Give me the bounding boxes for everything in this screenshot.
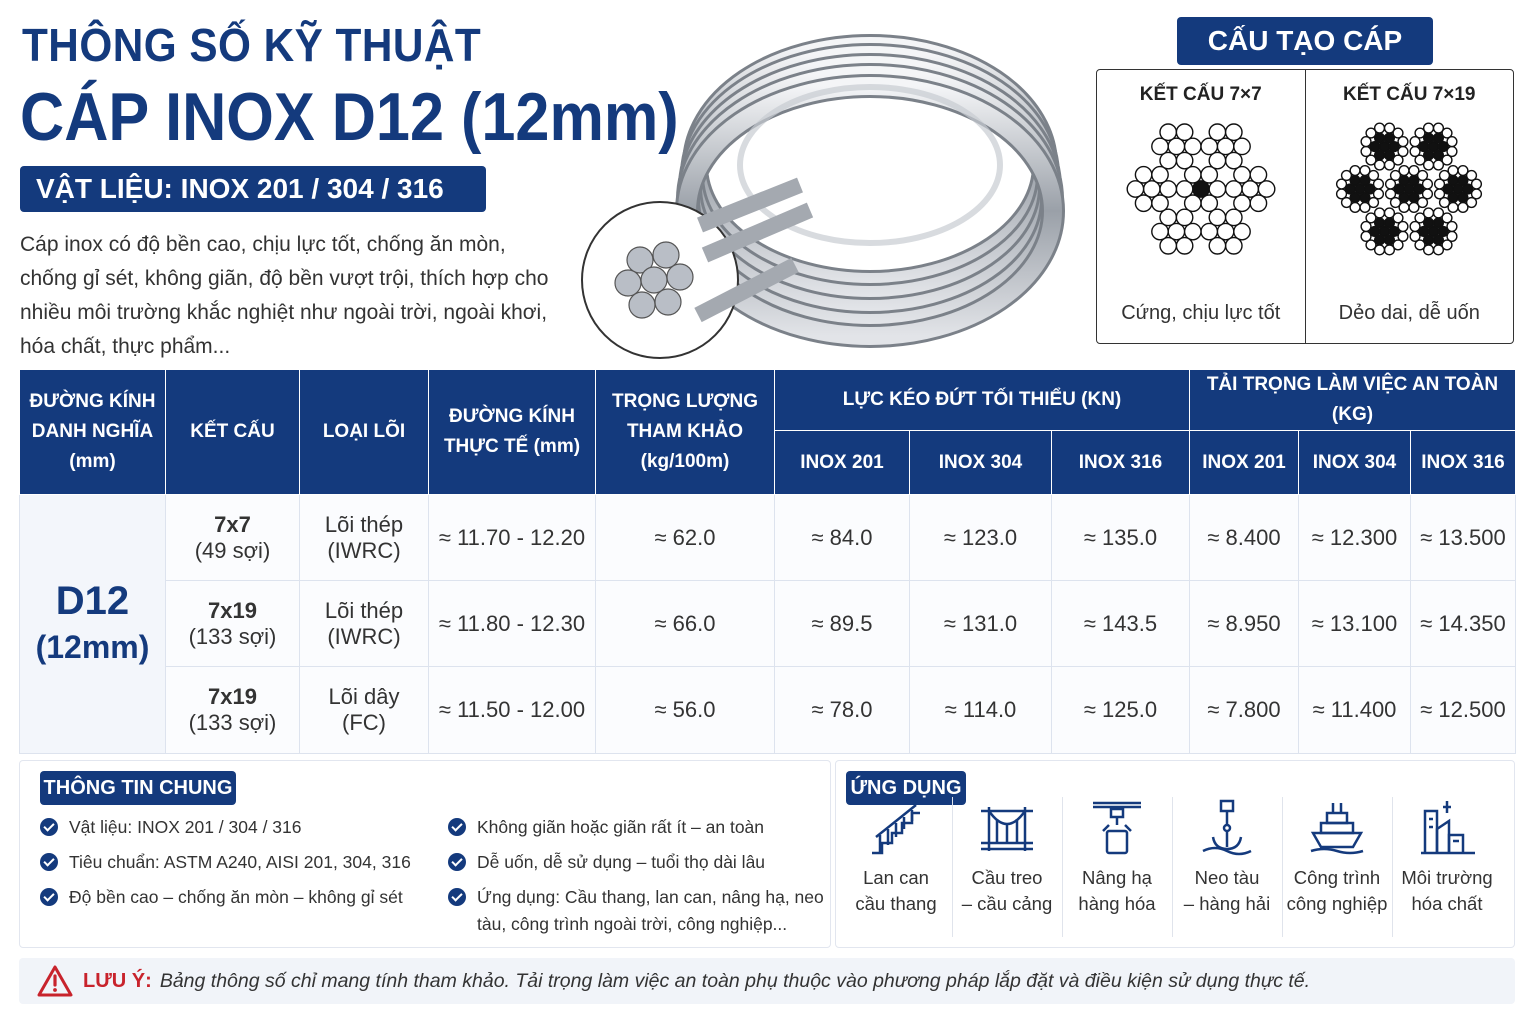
info-item — [448, 849, 828, 876]
info-text: Ứng dụng: Cầu thang, lan can, nâng hạ, neo tàu, công trình ngoài trời, công nghiệp... — [477, 887, 824, 934]
safe-316-cell: ≈ 14.350 — [1411, 581, 1516, 667]
wire-count: (49 sợi) — [194, 537, 271, 563]
application-item — [1392, 797, 1501, 937]
safe-201-cell: ≈ 7.800 — [1190, 667, 1299, 754]
application-item — [1062, 797, 1171, 937]
breaking-304-cell: ≈ 123.0 — [910, 495, 1052, 581]
core-value: Lõi dây — [328, 684, 400, 709]
breaking-316-cell: ≈ 135.0 — [1052, 495, 1190, 581]
construction-value: 7x19 — [208, 597, 257, 623]
header-diameter: ĐƯỜNG KÍNH DANH NGHĨA (mm) — [20, 370, 166, 495]
header-grade-201: INOX 201 — [1190, 431, 1299, 495]
diameter-label: D12 — [55, 579, 130, 623]
structure-panel — [1096, 69, 1514, 344]
construction-cell — [166, 667, 300, 754]
check-circle-icon — [40, 853, 58, 871]
header-core: LOẠI LÕI — [300, 370, 429, 495]
construction-value: 7x7 — [214, 511, 251, 537]
info-text: Dễ uốn, dễ sử dụng – tuổi thọ dài lâu — [477, 852, 766, 872]
safe-316-cell: ≈ 12.500 — [1411, 667, 1516, 754]
cable-coil-image — [580, 15, 1080, 365]
construction-cell — [166, 495, 300, 581]
info-item — [448, 814, 828, 841]
factory-icon — [1417, 797, 1477, 857]
wire-7x19-cross-section-icon — [1334, 114, 1484, 264]
info-text: Độ bền cao – chống ăn mòn – không gỉ sét — [69, 887, 403, 907]
header-construction: KẾT CẤU — [166, 370, 300, 495]
core-cell — [300, 581, 429, 667]
structure-7x7 — [1097, 70, 1305, 343]
core-cell — [300, 495, 429, 581]
table-row — [20, 667, 1516, 754]
breaking-316-cell: ≈ 125.0 — [1052, 667, 1190, 754]
safe-304-cell: ≈ 13.100 — [1299, 581, 1411, 667]
product-description: Cáp inox có độ bền cao, chịu lực tốt, chống ăn mòn, chống gỉ sét, không giãn, độ bền vượt trội, thích hợp cho nhiều môi trường khắc nghiệt như ngoài trời, ngoài khơi, hóa chất, thực phẩm... — [20, 233, 549, 358]
applications-title: ỨNG DỤNG — [846, 771, 966, 805]
breaking-304-cell: ≈ 131.0 — [910, 581, 1052, 667]
stair-railing-icon — [866, 797, 926, 857]
application-label: Nâng hạ hàng hóa — [1078, 867, 1156, 914]
core-code: (IWRC) — [327, 623, 401, 649]
info-text: Tiêu chuẩn: ASTM A240, AISI 201, 304, 316 — [69, 852, 411, 872]
structure-7x19 — [1305, 70, 1514, 343]
header-breaking-force: LỰC KÉO ĐỨT TỐI THIỂU (KN) — [775, 370, 1190, 431]
diameter-cell — [20, 495, 166, 754]
actual-diameter-cell: ≈ 11.70 - 12.20 — [429, 495, 596, 581]
anchor-icon — [1197, 797, 1257, 857]
application-item — [1282, 797, 1391, 937]
structure-note: Cứng, chịu lực tốt — [1121, 302, 1281, 324]
spec-table — [19, 369, 1516, 754]
info-item — [40, 884, 440, 911]
crane-hook-icon — [1087, 797, 1147, 857]
general-info-title: THÔNG TIN CHUNG — [40, 771, 236, 805]
header-actual-diameter: ĐƯỜNG KÍNH THỰC TẾ (mm) — [429, 370, 596, 495]
table-row — [20, 495, 1516, 581]
ship-icon — [1307, 797, 1367, 857]
header-grade-316: INOX 316 — [1411, 431, 1516, 495]
core-code: (IWRC) — [327, 537, 401, 563]
structure-note: Dẻo dai, dễ uốn — [1338, 302, 1480, 324]
breaking-201-cell: ≈ 89.5 — [775, 581, 910, 667]
breaking-201-cell: ≈ 84.0 — [775, 495, 910, 581]
actual-diameter-cell: ≈ 11.50 - 12.00 — [429, 667, 596, 754]
header-weight: TRỌNG LƯỢNG THAM KHẢO (kg/100m) — [596, 370, 775, 495]
application-label: Neo tàu – hàng hải — [1183, 867, 1271, 914]
weight-cell: ≈ 56.0 — [596, 667, 775, 754]
weight-cell: ≈ 66.0 — [596, 581, 775, 667]
general-info-panel — [19, 760, 831, 948]
check-circle-icon — [448, 888, 466, 906]
breaking-316-cell: ≈ 143.5 — [1052, 581, 1190, 667]
core-value: Lõi thép — [324, 597, 404, 623]
header-safe-load: TẢI TRỌNG LÀM VIỆC AN TOÀN (KG) — [1190, 370, 1516, 431]
note-text: Bảng thông số chỉ mang tính tham khảo. Tải trọng làm việc an toàn phụ thuộc vào phương pháp lắp đặt và điều kiện sử dụng thực tế. — [159, 969, 1311, 992]
wire-count: (133 sợi) — [188, 623, 277, 649]
check-circle-icon — [40, 888, 58, 906]
info-item — [40, 849, 440, 876]
page-title-line2: CÁP INOX D12 (12mm) — [20, 79, 679, 155]
application-item — [1172, 797, 1281, 937]
core-cell — [300, 667, 429, 754]
check-circle-icon — [448, 818, 466, 836]
application-label: Công trình công nghiệp — [1286, 867, 1388, 914]
page-title-line1: THÔNG SỐ KỸ THUẬT — [22, 19, 482, 71]
diameter-sub: (12mm) — [35, 629, 150, 665]
check-circle-icon — [448, 853, 466, 871]
safe-304-cell: ≈ 11.400 — [1299, 667, 1411, 754]
header-grade-304: INOX 304 — [1299, 431, 1411, 495]
info-text: Không giãn hoặc giãn rất ít – an toàn — [477, 817, 765, 837]
structure-name: KẾT CẤU 7×7 — [1139, 84, 1262, 105]
header-grade-304: INOX 304 — [910, 431, 1052, 495]
application-item — [842, 797, 950, 937]
safe-201-cell: ≈ 8.950 — [1190, 581, 1299, 667]
application-item — [952, 797, 1061, 937]
suspension-bridge-icon — [977, 797, 1037, 857]
structure-title: CẤU TẠO CÁP — [1177, 17, 1433, 65]
weight-cell: ≈ 62.0 — [596, 495, 775, 581]
safe-304-cell: ≈ 12.300 — [1299, 495, 1411, 581]
header-grade-316: INOX 316 — [1052, 431, 1190, 495]
warning-icon — [37, 965, 73, 997]
core-code: (FC) — [342, 710, 386, 735]
check-circle-icon — [40, 818, 58, 836]
construction-cell — [166, 581, 300, 667]
structure-name: KẾT CẤU 7×19 — [1342, 84, 1476, 105]
wire-7x7-cross-section-icon — [1126, 114, 1276, 264]
note-label: LƯU Ý: — [83, 969, 152, 992]
material-banner: VẬT LIỆU: INOX 201 / 304 / 316 — [20, 166, 486, 212]
applications-panel — [835, 760, 1515, 948]
core-value: Lõi thép — [324, 511, 404, 537]
safe-316-cell: ≈ 13.500 — [1411, 495, 1516, 581]
info-item — [40, 814, 440, 841]
breaking-201-cell: ≈ 78.0 — [775, 667, 910, 754]
table-row — [20, 581, 1516, 667]
application-label: Cầu treo – cầu cảng — [961, 867, 1053, 914]
breaking-304-cell: ≈ 114.0 — [910, 667, 1052, 754]
actual-diameter-cell: ≈ 11.80 - 12.30 — [429, 581, 596, 667]
construction-value: 7x19 — [208, 684, 257, 709]
application-label: Môi trường hóa chất — [1401, 867, 1493, 914]
application-label: Lan can cầu thang — [855, 867, 937, 914]
note-bar — [19, 958, 1515, 1004]
info-text: Vật liệu: INOX 201 / 304 / 316 — [69, 817, 302, 837]
wire-count: (133 sợi) — [188, 710, 277, 735]
safe-201-cell: ≈ 8.400 — [1190, 495, 1299, 581]
info-item — [448, 884, 828, 938]
header-grade-201: INOX 201 — [775, 431, 910, 495]
